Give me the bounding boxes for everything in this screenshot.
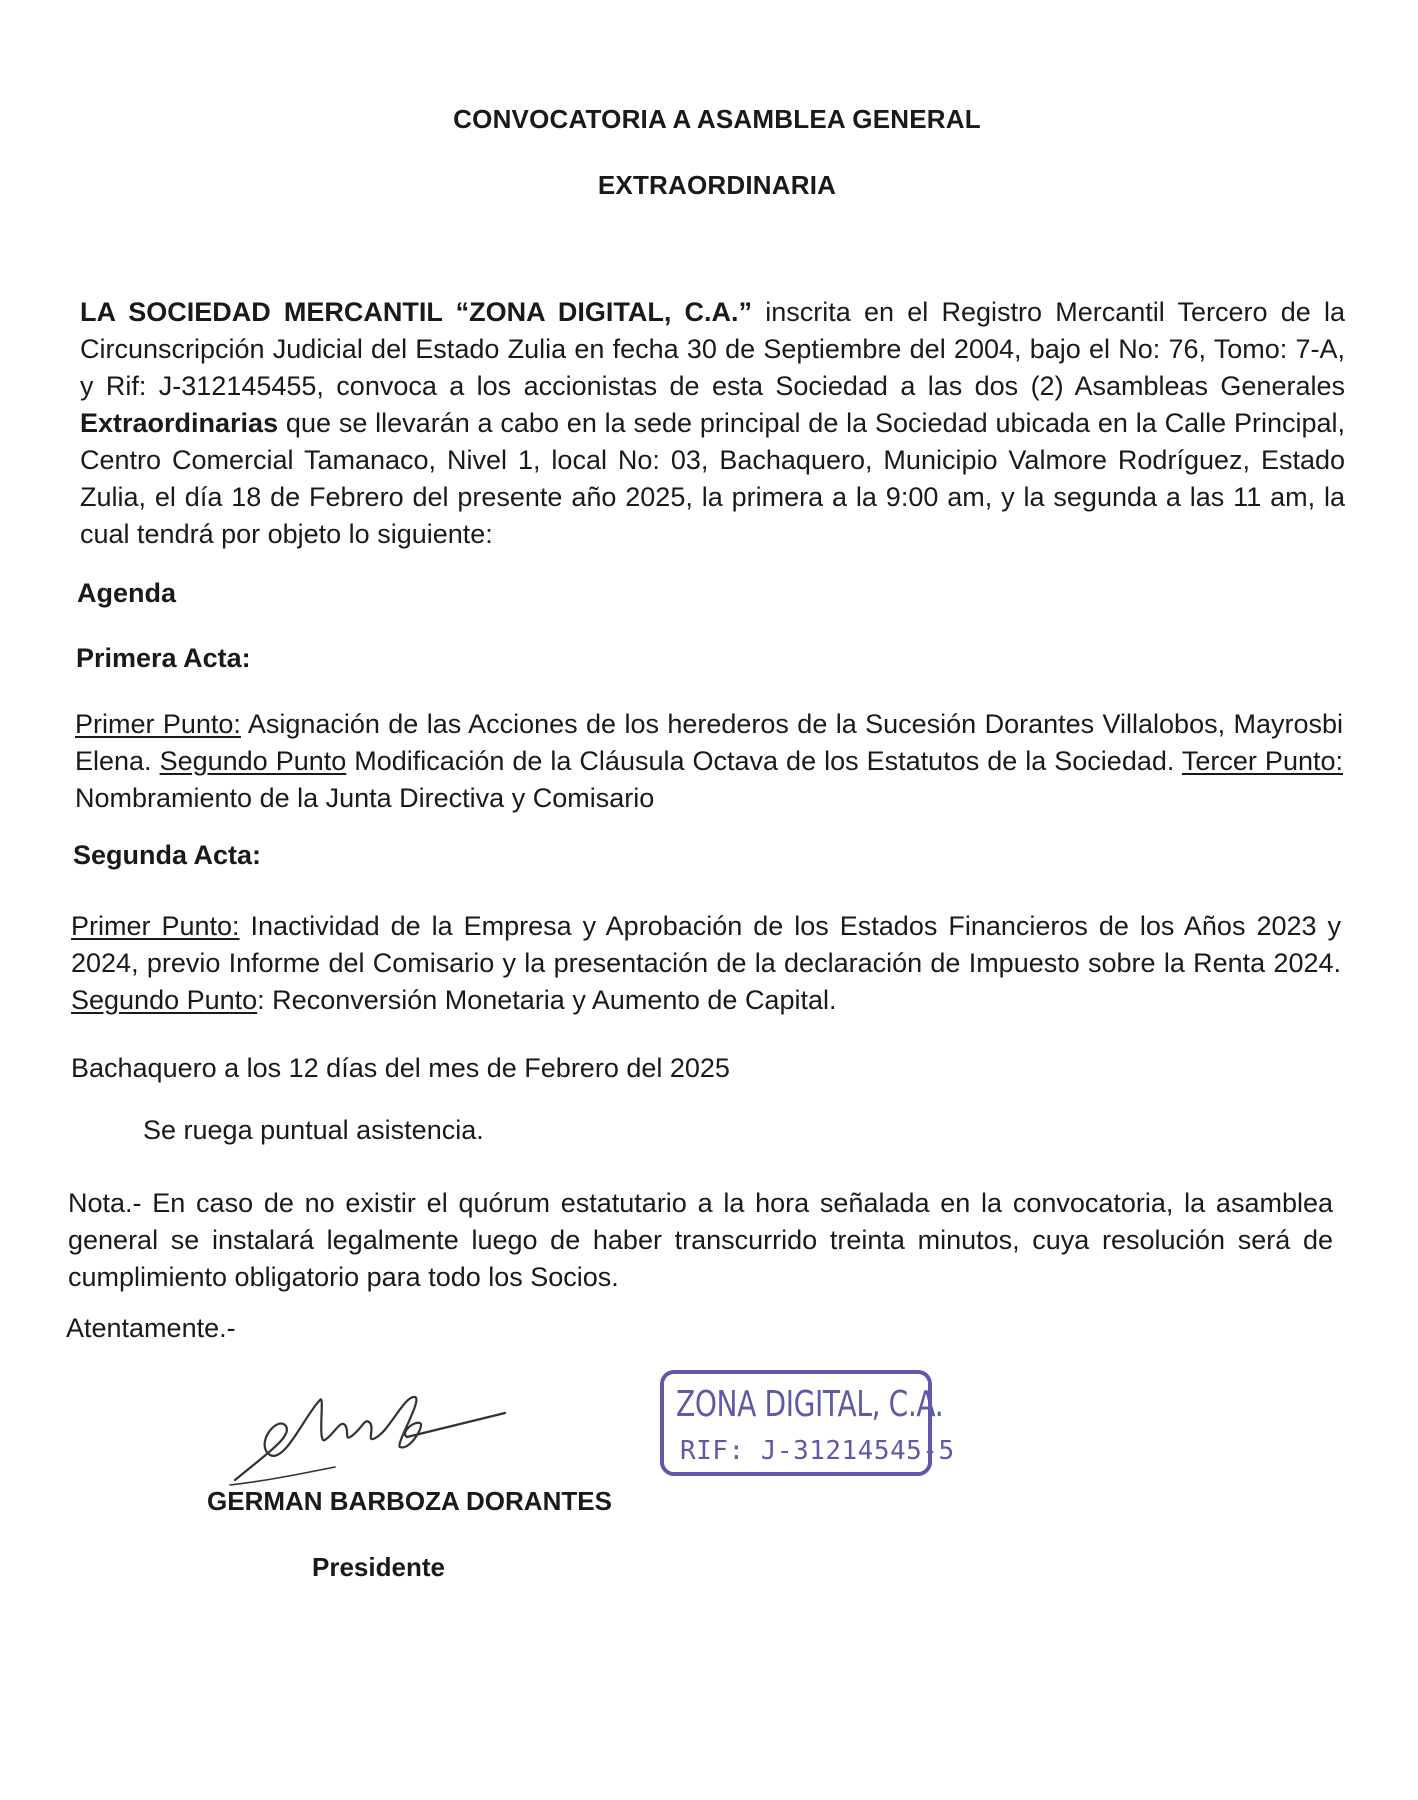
document-title-line1: CONVOCATORIA A ASAMBLEA GENERAL [453, 104, 981, 134]
agenda-heading: Agenda [77, 578, 177, 608]
intro-bold-word: Extraordinarias [80, 408, 279, 438]
salutation: Atentamente.- [66, 1313, 236, 1343]
point-label: Primer Punto: [75, 709, 241, 739]
handwritten-signature [225, 1385, 525, 1495]
primera-acta-heading: Primera Acta: [76, 643, 251, 673]
company-name: LA SOCIEDAD MERCANTIL “ZONA DIGITAL, C.A.” [80, 297, 753, 327]
point-label: Primer Punto: [71, 911, 240, 941]
point-label: Tercer Punto: [1181, 746, 1343, 776]
point-text: Asignación de las Acciones de los herederos de la Sucesión Dorantes Villalobos, Mayrosbi Elena. [75, 709, 1343, 776]
note-paragraph: Nota.- En caso de no existir el quórum estatutario a la hora señalada en la convocatoria, la asamblea general se instalará legalmente luego de haber transcurrido treinta minutos, cuya resolución será de cumplimiento obligatorio para todo los Socios. [68, 1188, 1333, 1292]
point-text: Inactividad de la Empresa y Aprobación de los Estados Financieros de los Años 2023 y 2024, previo Informe del Comisario y la presentación de la declaración de Impuesto sobre la Renta 2024. [71, 911, 1341, 978]
stamp-company-name: ZONA DIGITAL, C.A. [676, 1384, 944, 1425]
intro-text-b: que se llevarán a cabo en la sede principal de la Sociedad ubicada en la Calle Principal, Centro Comercial Tamanaco, Nivel 1, local No: 03, Bachaquero, Municipio Valmore Rodríguez, Estado Zulia, el día 18 de Febrero del presente año 2025, la primera a la 9:00 am, y la segunda a las 11 am, la cual tendrá por objeto lo siguiente: [80, 408, 1345, 549]
document-title-line2: EXTRAORDINARIA [597, 170, 837, 200]
segunda-acta-points [71, 908, 1341, 1019]
attendance-request: Se ruega puntual asistencia. [143, 1115, 484, 1145]
point-text: Nombramiento de la Junta Directiva y Comisario [75, 783, 655, 813]
intro-paragraph [80, 294, 1345, 553]
point-label: Segundo Punto [159, 746, 347, 776]
segunda-acta-heading: Segunda Acta: [73, 840, 262, 870]
point-text: Modificación de la Cláusula Octava de los Estatutos de la Sociedad. [346, 746, 1182, 776]
intro-text-a: inscrita en el Registro Mercantil Tercero de la Circunscripción Judicial del Estado Zulia en fecha 30 de Septiembre del 2004, bajo el No: 76, Tomo: 7-A, y Rif: J-312145455, convoca a los accionistas de esta Sociedad a las dos (2) Asambleas Generales [80, 297, 1345, 401]
signer-role: Presidente [312, 1552, 445, 1582]
primera-acta-points [75, 706, 1343, 817]
company-stamp [660, 1370, 955, 1476]
stamp-rif: RIF: J-31214545-5 [680, 1436, 955, 1466]
date-line: Bachaquero a los 12 días del mes de Febrero del 2025 [71, 1053, 730, 1083]
point-text: : Reconversión Monetaria y Aumento de Capital. [257, 985, 837, 1015]
point-label: Segundo Punto [71, 985, 258, 1015]
signer-name: GERMAN BARBOZA DORANTES [207, 1486, 612, 1516]
